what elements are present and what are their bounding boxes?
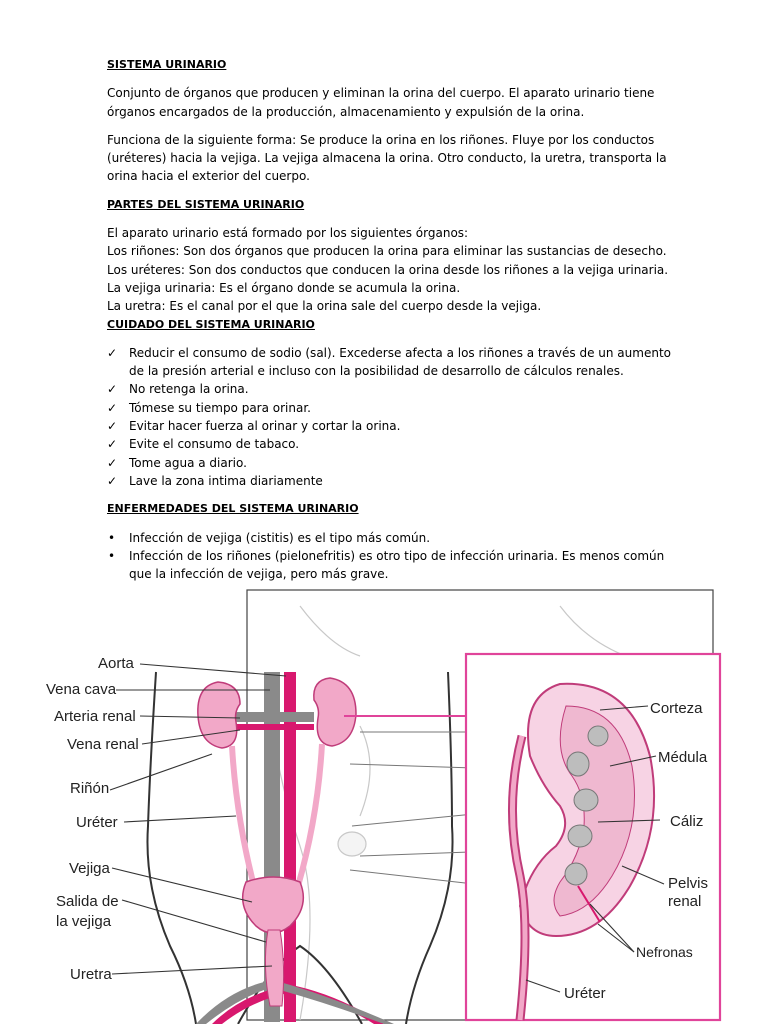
label-salida-line2: la vejiga bbox=[56, 913, 112, 930]
urinary-system-figure bbox=[0, 586, 768, 1024]
list-item bbox=[107, 529, 687, 547]
care-item-text: Tómese su tiempo para orinar. bbox=[129, 400, 311, 415]
care-item-text: Evite el consumo de tabaco. bbox=[129, 437, 300, 452]
function-paragraph: Funciona de la siguiente forma: Se produce la orina en los riñones. Fluye por los conductos (uréteres) hacia la vejiga. La vejiga almacena la orina. Otro conducto, la uretra, transporta la orina hacia el exterior del cuerpo. bbox=[107, 132, 667, 184]
label-caliz: Cáliz bbox=[670, 813, 704, 830]
document-page bbox=[107, 56, 687, 583]
checkmark-icon: ✓ bbox=[107, 400, 118, 415]
right-kidney-shape bbox=[314, 678, 356, 746]
care-list bbox=[107, 344, 687, 490]
checkmark-icon: ✓ bbox=[107, 455, 118, 470]
bullet-icon: • bbox=[108, 548, 116, 563]
label-vena-renal: Vena renal bbox=[67, 736, 139, 753]
label-vejiga: Vejiga bbox=[69, 860, 110, 877]
label-corteza: Corteza bbox=[650, 700, 703, 717]
care-heading: CUIDADO DEL SISTEMA URINARIO bbox=[107, 317, 315, 331]
list-item bbox=[107, 435, 687, 453]
label-uretra: Uretra bbox=[70, 966, 112, 983]
label-vena-cava: Vena cava bbox=[46, 681, 117, 698]
parts-heading-rest: DEL SISTEMA URINARIO bbox=[153, 197, 305, 211]
checkmark-icon: ✓ bbox=[107, 419, 118, 434]
disease-item-text: Infección de los riñones (pielonefritis) es otro tipo de infección urinaria. Es menos común que la infección de vejiga, pero más grave. bbox=[129, 548, 665, 582]
care-item-text: Tome agua a diario. bbox=[129, 455, 247, 470]
parts-heading-word: PARTES bbox=[107, 197, 154, 211]
parts-line: Los uréteres: Son dos conductos que conducen la orina desde los riñones a la vejiga urinaria. bbox=[107, 262, 669, 277]
diseases-heading: ENFERMEDADES DEL SISTEMA URINARIO bbox=[107, 502, 359, 516]
care-item-text: Reducir el consumo de sodio (sal). Excederse afecta a los riñones a través de un aumento de la presión arterial e incluso con la posibilidad de desarrollo de cálculos renales. bbox=[129, 345, 671, 379]
label-arteria-renal: Arteria renal bbox=[54, 708, 136, 725]
list-item bbox=[107, 344, 687, 381]
label-rinon: Riñón bbox=[70, 780, 110, 797]
list-item bbox=[107, 380, 687, 398]
checkmark-icon: ✓ bbox=[107, 473, 118, 488]
label-aorta: Aorta bbox=[98, 655, 134, 672]
care-item-text: Evitar hacer fuerza al orinar y cortar la orina. bbox=[129, 419, 401, 434]
renal-artery-shape bbox=[234, 724, 314, 730]
bullet-icon: • bbox=[108, 530, 116, 545]
label-salida-line1: Salida de bbox=[56, 893, 119, 910]
label-pelvis-line1: Pelvis bbox=[668, 875, 709, 892]
document-title: SISTEMA URINARIO bbox=[107, 58, 227, 71]
left-kidney-shape bbox=[198, 682, 240, 748]
label-nefronas: Nefronas bbox=[636, 944, 693, 960]
label-medula: Médula bbox=[658, 749, 708, 766]
list-item bbox=[107, 454, 687, 472]
intro-paragraph: Conjunto de órganos que producen y eliminan la orina del cuerpo. El aparato urinario tiene órganos encargados de la producción, almacenamiento y expulsión de la orina. bbox=[107, 86, 655, 119]
list-item bbox=[107, 399, 687, 417]
parts-line: La vejiga urinaria: Es el órgano donde se acumula la orina. bbox=[107, 280, 461, 295]
parts-line: El aparato urinario está formado por los siguientes órganos: bbox=[107, 226, 469, 241]
list-item bbox=[107, 417, 687, 435]
diseases-list bbox=[107, 529, 687, 584]
care-item-text: No retenga la orina. bbox=[129, 382, 249, 397]
label-ureter-inset: Uréter bbox=[564, 985, 606, 1002]
checkmark-icon: ✓ bbox=[107, 437, 118, 452]
label-pelvis-line2: renal bbox=[668, 893, 702, 910]
care-item-text: Lave la zona intima diariamente bbox=[129, 473, 323, 488]
label-ureter: Uréter bbox=[76, 814, 118, 831]
parts-line: Los riñones: Son dos órganos que producen la orina para eliminar las sustancias de desecho. bbox=[107, 244, 667, 259]
checkmark-icon: ✓ bbox=[107, 382, 118, 397]
urethra-shape bbox=[265, 930, 283, 1006]
disease-item-text: Infección de vejiga (cistitis) es el tipo más común. bbox=[129, 530, 431, 545]
parts-line: La uretra: Es el canal por el que la orina sale del cuerpo desde la vejiga. bbox=[107, 299, 542, 314]
checkmark-icon: ✓ bbox=[107, 345, 118, 360]
list-item bbox=[107, 547, 687, 584]
renal-vein-shape bbox=[234, 712, 314, 722]
parts-heading bbox=[107, 196, 687, 214]
list-item bbox=[107, 472, 687, 490]
